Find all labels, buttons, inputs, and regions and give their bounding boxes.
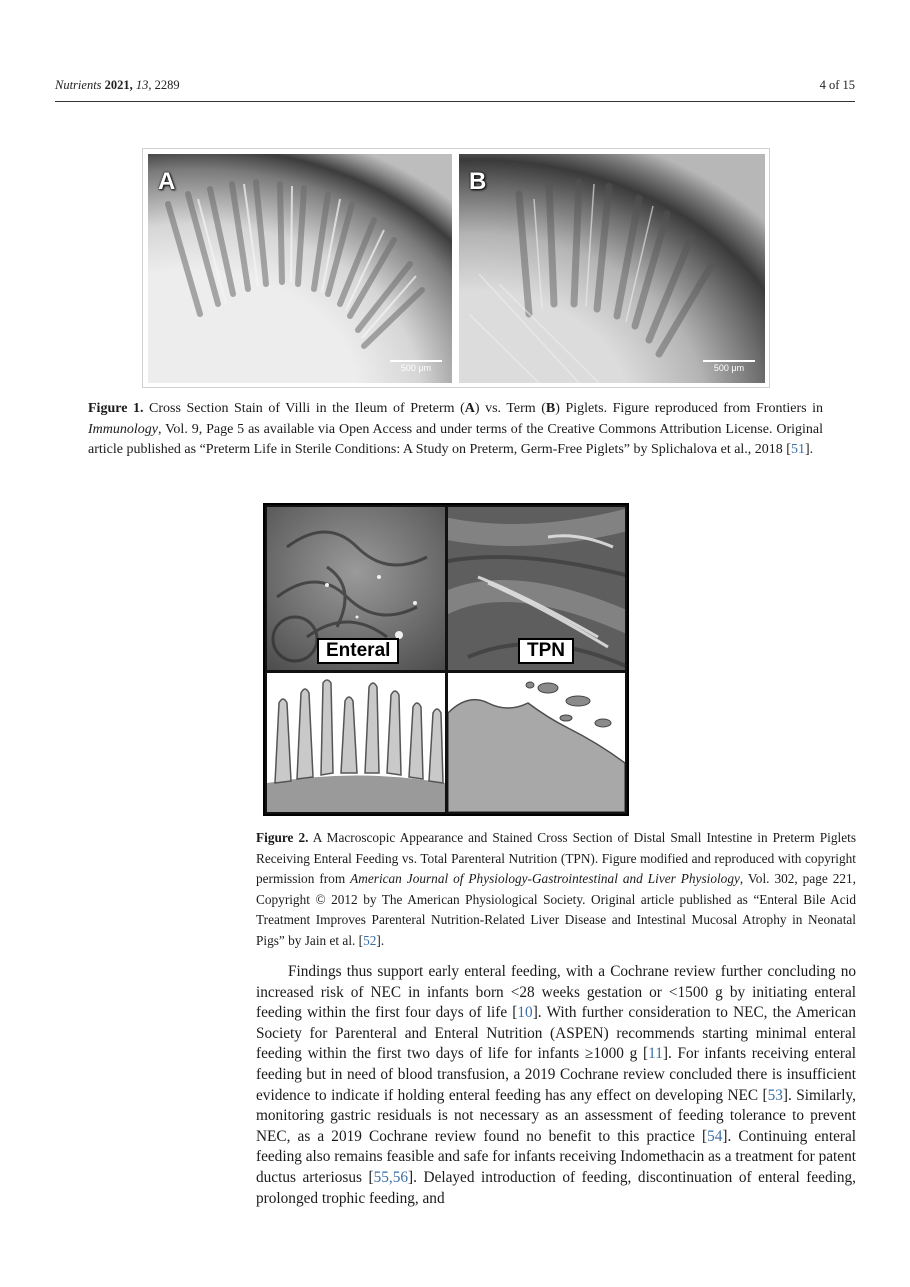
caption-text: ) vs. Term ( <box>474 401 546 416</box>
panel-a-label: A <box>158 168 176 195</box>
figure-2 <box>263 503 629 816</box>
body-text: ]. With further consideration to NEC, the American Society for Parenteral and Enteral Nutrition (ASPEN) recommends starting minimal enteral feeding within the first two days of life for infants ≥1000 g [ <box>256 1004 856 1063</box>
body-text: Findings thus support early enteral feeding, with a Cochrane review further concluding no increased risk of NEC in infants born <28 weeks gestation or <1500 g by initiating enteral feeding within the first four days of life [ <box>256 963 856 1022</box>
journal-volume: 13, <box>135 78 152 92</box>
citation-link[interactable]: 53 <box>767 1086 783 1104</box>
citation-link[interactable]: 54 <box>707 1127 723 1145</box>
citation-link[interactable]: 52 <box>363 932 377 948</box>
enteral-label: Enteral <box>317 638 399 664</box>
caption-panel-ref: A <box>464 401 475 416</box>
scale-bar-line <box>390 360 442 362</box>
citation-link[interactable]: 55,56 <box>373 1168 409 1186</box>
running-header <box>55 78 855 98</box>
caption-text: , Vol. 302, page 221, Copyright © 2012 by The American Physiological Society. Original article published as “Enteral Bile Acid Treatment Improves Parenteral Nutrition-Related Liver Disease and Intestinal Mucosal Atrophy in Neonatal Pigs” by Jain et al. [ <box>256 871 857 948</box>
tpn-macroscopic-photo <box>448 507 625 670</box>
article-number: 2289 <box>154 78 180 92</box>
caption-label: Figure 1. <box>88 401 144 416</box>
journal-year: 2021, <box>104 78 133 92</box>
journal-citation <box>55 78 180 93</box>
body-text: ]. For infants receiving enteral feeding but in need of blood transfusion, a 2019 Cochrane review concluded there is insufficient evidence to indicate if holding enteral feeding has any effect on developing NEC [ <box>256 1045 856 1104</box>
body-text: ]. Delayed introduction of feeding, discontinuation of enteral feeding, prolonged trophic feeding, and <box>256 1168 856 1207</box>
page-number: 4 of 15 <box>819 78 855 92</box>
caption-journal: Immunology <box>88 421 158 437</box>
caption-text: , Vol. 9, Page 5 as available via Open Access and under terms of the Creative Commons Attribution License. Original article published as “Preterm Life in Sterile Conditions: A Study on Preterm, Germ-Free Piglets” by Splichalova et al., 2018 [ <box>88 421 823 457</box>
scale-bar-a <box>390 360 442 373</box>
tpn-histology <box>448 673 625 812</box>
scale-bar-line <box>703 360 755 362</box>
figure-1-panel-a <box>148 154 452 383</box>
histology-tpn-villi <box>448 673 625 812</box>
histology-enteral-villi <box>267 673 445 812</box>
journal-name: Nutrients <box>55 78 102 92</box>
micrograph-preterm-villi <box>148 154 452 383</box>
caption-text: ]. <box>376 932 385 948</box>
citation-link[interactable]: 11 <box>648 1045 663 1063</box>
caption-journal: American Journal of Physiology-Gastrointestinal and Liver Physiology <box>350 871 740 886</box>
tpn-label: TPN <box>518 638 574 664</box>
body-text: ]. Similarly, monitoring gastric residuals is not necessary as an assessment of feeding tolerance to prevent NEC, as a 2019 Cochrane review found no benefit to this practice [ <box>256 1086 856 1145</box>
panel-b-label: B <box>469 168 487 195</box>
caption-text: ]. <box>804 442 814 457</box>
figure-1-caption <box>88 399 823 461</box>
figure-1 <box>142 148 770 388</box>
citation-link[interactable]: 51 <box>790 442 805 457</box>
micrograph-term-villi <box>459 154 765 383</box>
body-text: ]. Continuing enteral feeding also remains feasible and safe for infants receiving Indomethacin as a treatment for patent ductus arteriosus [ <box>256 1127 856 1186</box>
scale-bar-text: 500 μm <box>400 363 432 373</box>
caption-text: Cross Section Stain of Villi in the Ileum of Preterm ( <box>143 401 465 416</box>
figure-2-caption <box>256 828 856 951</box>
enteral-macroscopic-photo <box>267 507 445 670</box>
caption-text: A Macroscopic Appearance and Stained Cross Section of Distal Small Intestine in Preterm Piglets Receiving Enteral Feeding vs. Total Parenteral Nutrition (TPN). Figure modified and reproduced with copyright permission from <box>256 830 856 886</box>
caption-label: Figure 2. <box>256 830 309 845</box>
citation-link[interactable]: 10 <box>517 1004 533 1022</box>
figure-1-panel-b <box>459 154 765 383</box>
scale-bar-text: 500 μm <box>713 363 745 373</box>
caption-panel-ref: B <box>545 401 556 416</box>
caption-text: ) Piglets. Figure reproduced from Frontiers in <box>555 401 824 416</box>
header-rule <box>55 101 855 102</box>
enteral-histology <box>267 673 445 812</box>
body-paragraph <box>256 962 856 1209</box>
scale-bar-b <box>703 360 755 373</box>
